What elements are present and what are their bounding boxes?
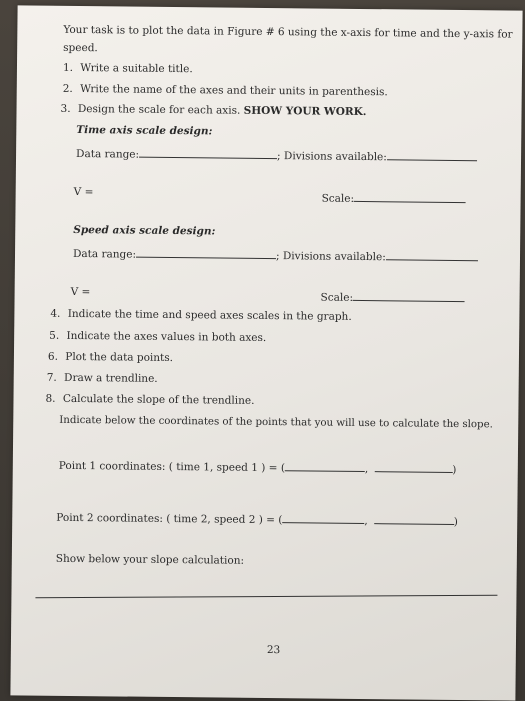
slope-calculation-line[interactable] xyxy=(35,595,497,598)
time-v-label: V = xyxy=(73,185,94,199)
point-2-speed-blank[interactable] xyxy=(374,513,454,525)
time-axis-heading: Time axis scale design: xyxy=(76,123,213,138)
step-1: 1. Write a suitable title. xyxy=(62,61,193,76)
step-5: 5. Indicate the axes values in both axes. xyxy=(49,329,267,344)
speed-data-range-blank[interactable] xyxy=(136,247,276,259)
step-4: 4. Indicate the time and speed axes scales in the graph. xyxy=(50,307,352,323)
step-8: 8. Calculate the slope of the trendline. xyxy=(45,392,255,407)
step-2: 2. Write the name of the axes and their units in parenthesis. xyxy=(62,82,388,99)
speed-axis-heading: Speed axis scale design: xyxy=(73,223,216,238)
time-scale-blank[interactable] xyxy=(354,191,466,203)
point-2-row: Point 2 coordinates: ( time 2, speed 2 ) = ( , ) xyxy=(56,511,458,529)
speed-divisions-blank[interactable] xyxy=(386,249,478,261)
slope-instruction: Indicate below the coordinates of the points that you will use to calculate the slope. xyxy=(59,414,493,431)
slope-calculation-label: Show below your slope calculation: xyxy=(55,552,245,567)
time-divisions-blank[interactable] xyxy=(387,149,477,161)
show-your-work-emphasis: SHOW YOUR WORK. xyxy=(243,104,367,119)
page-number: 23 xyxy=(266,644,281,657)
worksheet-page xyxy=(10,5,522,700)
speed-scale-blank[interactable] xyxy=(353,290,465,302)
step-3: 3. Design the scale for each axis. SHOW YOUR WORK. xyxy=(60,102,367,119)
speed-v-label: V = xyxy=(70,285,91,299)
time-data-range-row: Data range: ; Divisions available: xyxy=(76,146,477,165)
intro-line-1: Your task is to plot the data in Figure # 6 using the x-axis for time and the y-axis for xyxy=(63,23,513,41)
point-1-speed-blank[interactable] xyxy=(374,461,452,473)
point-1-row: Point 1 coordinates: ( time 1, speed 1 ) = ( , ) xyxy=(58,459,457,476)
speed-data-range-row: Data range: ; Divisions available: xyxy=(73,246,478,265)
point-1-time-blank[interactable] xyxy=(285,460,365,472)
time-scale-row: Scale: xyxy=(322,191,467,208)
point-2-time-blank[interactable] xyxy=(282,512,364,524)
time-data-range-blank[interactable] xyxy=(139,147,277,159)
intro-line-2: speed. xyxy=(63,41,98,55)
step-6: 6. Plot the data points. xyxy=(47,350,174,365)
speed-scale-row: Scale: xyxy=(321,290,466,307)
step-7: 7. Draw a trendline. xyxy=(46,371,158,385)
